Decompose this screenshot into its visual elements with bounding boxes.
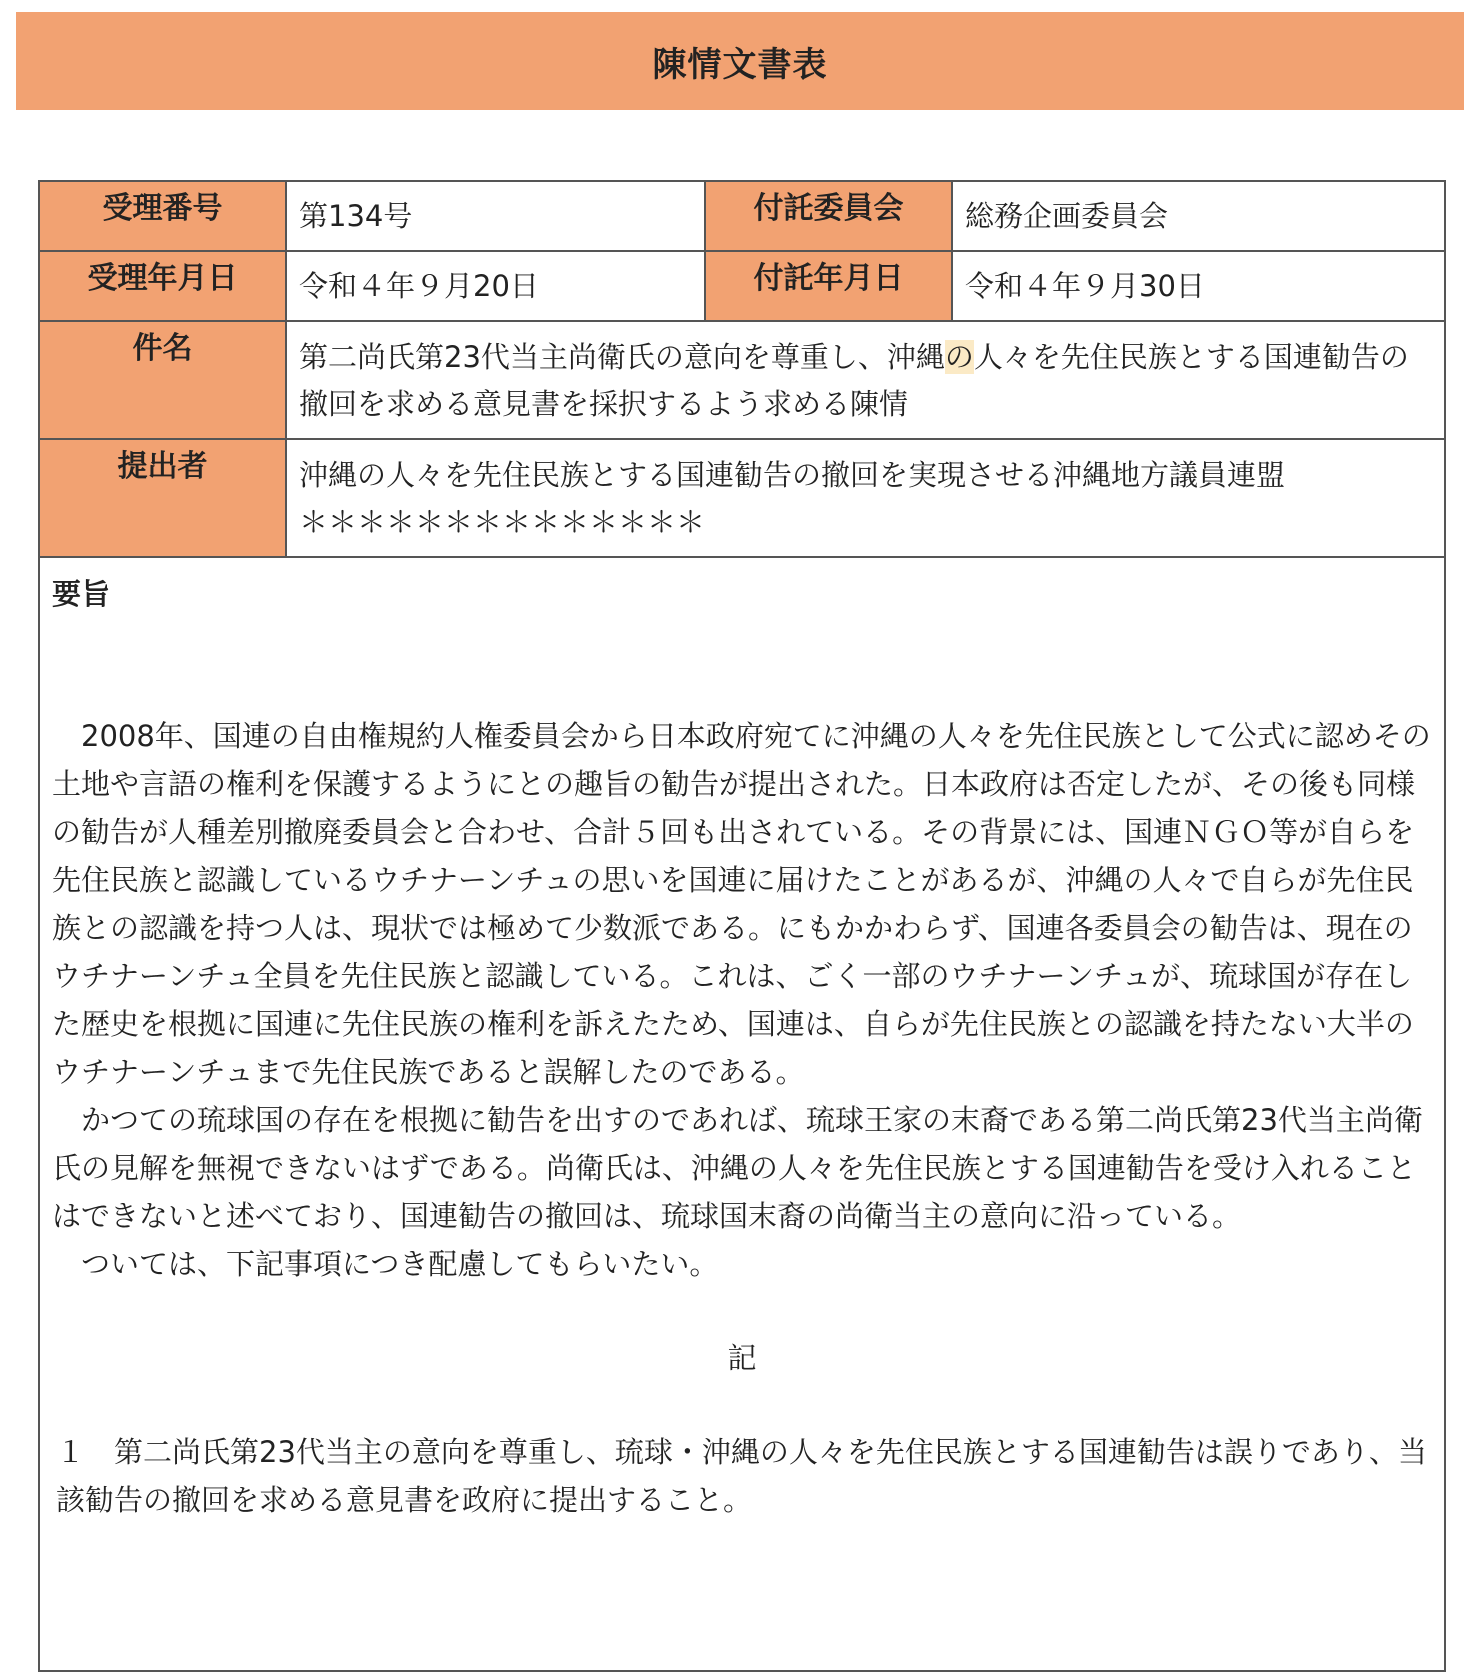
table-row — [39, 321, 1445, 439]
table-row — [39, 251, 1445, 321]
committee-value: 総務企画委員会 — [952, 181, 1445, 251]
receipt-date-label: 受理年月日 — [39, 251, 286, 321]
submitter-organization: 沖縄の人々を先住民族とする国連勧告の撤回を実現させる沖縄地方議員連盟 — [299, 458, 1286, 492]
table-row — [39, 181, 1445, 251]
referral-date-label: 付託年月日 — [705, 251, 952, 321]
summary-paragraph-2: かつての琉球国の存在を根拠に勧告を出すのであれば、琉球王家の末裔である第二尚氏第23代当主尚衛氏の見解を無視できないはずである。尚衛氏は、沖縄の人々を先住民族とする国連勧告を受け入れることはできないと述べており、国連勧告の撤回は、琉球国末裔の尚衛当主の意向に沿っている。 — [52, 1103, 1423, 1233]
committee-label: 付託委員会 — [705, 181, 952, 251]
table-row — [39, 557, 1445, 1671]
title-bar — [16, 12, 1464, 110]
summary-heading: 要旨 — [52, 577, 111, 611]
submitter-value — [286, 439, 1445, 557]
subject-value — [286, 321, 1445, 439]
submitter-label: 提出者 — [39, 439, 286, 557]
ki-heading: 記 — [727, 1341, 757, 1375]
subject-highlight: の — [944, 340, 974, 374]
summary-paragraph-3: ついては、下記事項につき配慮してもらいたい。 — [81, 1247, 719, 1281]
subject-text-part2: 人々を先住民族とする国連勧告の撤回を求める意見書を採択するよう求める陳情 — [299, 340, 1409, 421]
table-row — [39, 439, 1445, 557]
summary-cell — [39, 557, 1445, 1671]
receipt-number-value: 第134号 — [286, 181, 705, 251]
receipt-date-value: 令和４年９月20日 — [286, 251, 705, 321]
referral-date-value: 令和４年９月30日 — [952, 251, 1445, 321]
submitter-masked-name: ＊＊＊＊＊＊＊＊＊＊＊＊＊＊ — [299, 505, 706, 539]
receipt-number-label: 受理番号 — [39, 181, 286, 251]
petition-table — [38, 180, 1446, 1672]
summary-paragraph-1: 2008年、国連の自由権規約人権委員会から日本政府宛てに沖縄の人々を先住民族として公式に認めその土地や言語の権利を保護するようにとの趣旨の勧告が提出された。日本政府は否定したが、その後も同様の勧告が人種差別撤廃委員会と合わせ、合計５回も出されている。その背景には、国連ＮＧＯ等が自らを先住民族と認識しているウチナーンチュの思いを国連に届けたことがあるが、沖縄の人々で自らが先住民族との認識を持つ人は、現状では極めて少数派である。にもかかわらず、国連各委員会の勧告は、現在のウチナーンチュ全員を先住民族と認識している。これは、ごく一部のウチナーンチュが、琉球国が存在した歴史を根拠に国連に先住民族の権利を訴えたため、国連は、自らが先住民族との認識を持たない大半のウチナーンチュまで先住民族であると誤解したのである。 — [52, 719, 1431, 1089]
page-title: 陳情文書表 — [652, 44, 828, 85]
request-item-1: １ 第二尚氏第23代当主の意向を尊重し、琉球・沖縄の人々を先住民族とする国連勧告は誤りであり、当該勧告の撤回を求める意見書を政府に提出すること。 — [56, 1435, 1427, 1517]
subject-label: 件名 — [39, 321, 286, 439]
subject-text-part1: 第二尚氏第23代当主尚衛氏の意向を尊重し、沖縄 — [299, 340, 945, 374]
